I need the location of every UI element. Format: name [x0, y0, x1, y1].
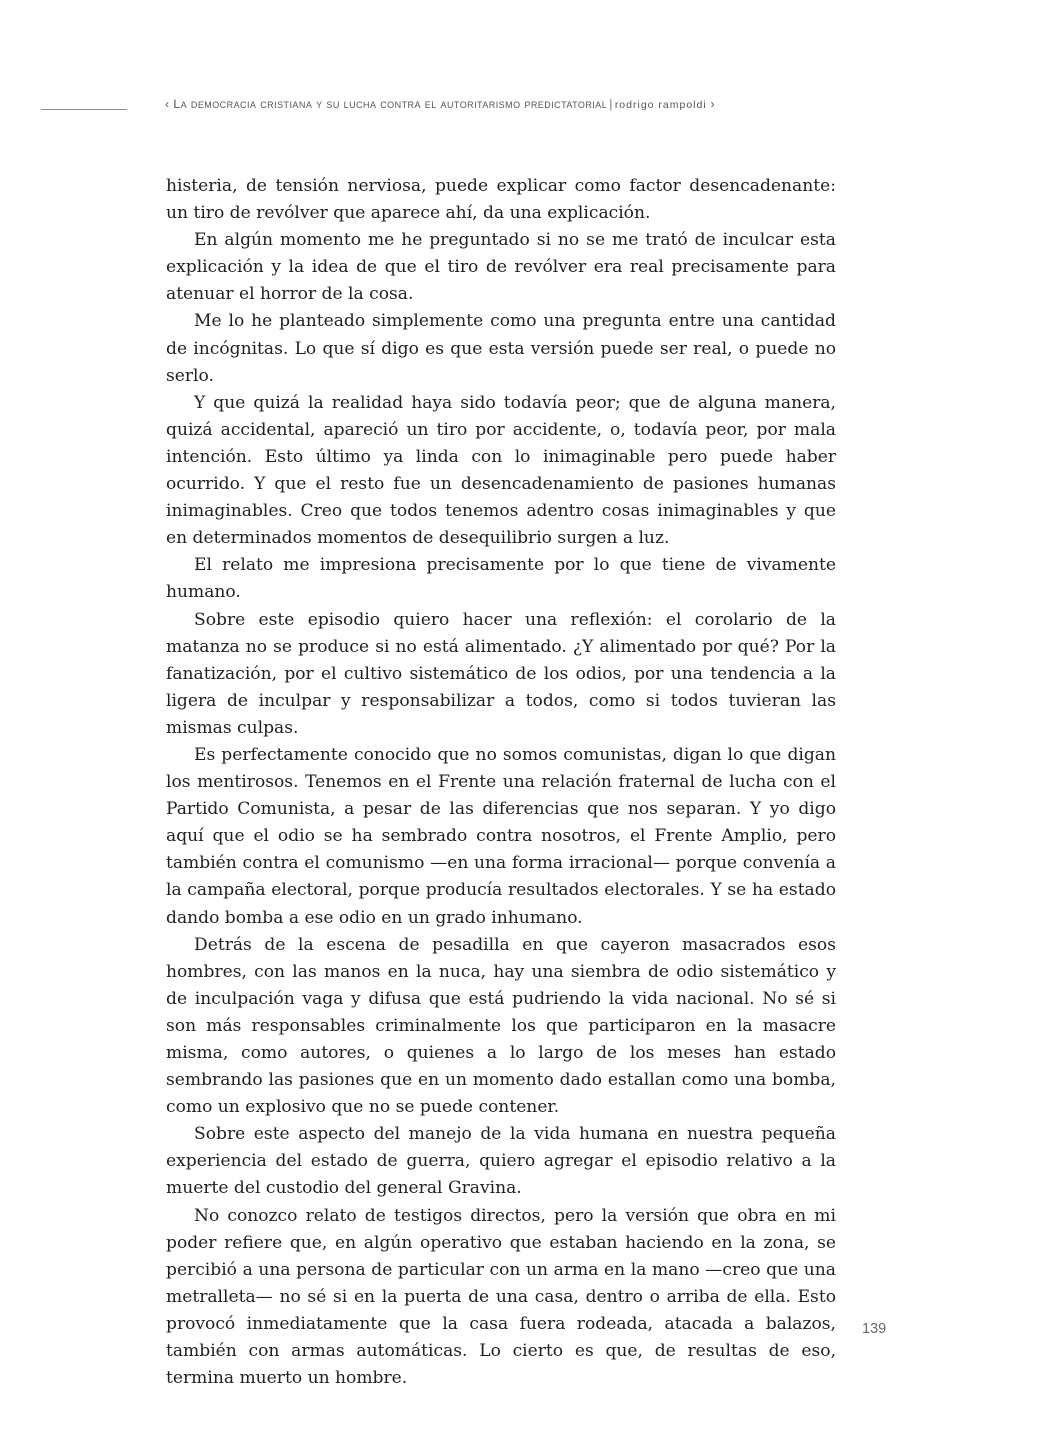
paragraph: Detrás de la escena de pesadilla en que cayeron masacrados esos hombres, con las manos en la nuca, hay una siembra de odio sistemático y de inculpación vaga y difusa que está pudriendo la vida nacional. No sé si son más responsables criminalmente los que participaron en la masacre misma, como autores, o quienes a lo largo de los meses han estado sembrando las pasiones que en un momento dado estallan como una bomba, como un explosivo que no se puede contener.: [166, 934, 836, 1118]
header-close-mark: ›: [710, 97, 716, 111]
paragraph: En algún momento me he preguntado si no se me trató de inculcar esta explicación y la idea de que el tiro de revólver era real precisamente para atenuar el horror de la cosa.: [166, 230, 836, 305]
paragraph: Es perfectamente conocido que no somos comunistas, digan lo que digan los mentirosos. Tenemos en el Frente una relación fraternal de lucha con el Partido Comunista, a pesar de las diferencias que nos separan. Y yo digo aquí que el odio se ha sembrado contra nosotros, el Frente Amplio, pero también contra el comunismo —en una forma irracional— porque convenía a la campaña electoral, porque producía resultados electorales. Y se ha estado dando bomba a ese odio en un grado inhumano.: [166, 744, 836, 928]
paragraph: El relato me impresiona precisamente por lo que tiene de vivamente humano.: [166, 555, 836, 603]
paragraph: Me lo he planteado simplemente como una pregunta entre una cantidad de incógnitas. Lo que sí digo es que esta versión puede ser real, o puede no serlo.: [166, 311, 836, 386]
paragraph: histeria, de tensión nerviosa, puede explicar como factor desencadenante: un tiro de revólver que aparece ahí, da una explicación.: [166, 176, 836, 224]
header-author: rodrigo rampoldi: [614, 99, 707, 111]
body-text: [166, 173, 836, 1392]
paragraph: No conozco relato de testigos directos, pero la versión que obra en mi poder refiere que, en algún operativo que estaban haciendo en la zona, se percibió a una persona de particular con un arma en la mano —creo que una metralleta— no sé si en la puerta de una casa, dentro o arriba de ella. Esto provocó inmediatamente que la casa fuera rodeada, atacada a balazos, también con armas automáticas. Lo cierto es que, de resultas de eso, termina muerto un hombre.: [166, 1205, 836, 1389]
paragraph: Y que quizá la realidad haya sido todavía peor; que de alguna manera, quizá accidental, apareció un tiro por accidente, o, todavía peor, por mala intención. Esto último ya linda con lo inimaginable pero puede haber ocurrido. Y que el resto fue un desencadenamiento de pasiones humanas inimaginables. Creo que todos tenemos adentro cosas inimaginables y que en determinados momentos de desequilibrio surgen a luz.: [166, 392, 836, 549]
header-title: La democracia cristiana y su lucha contra el autoritarismo predictatorial: [173, 97, 608, 111]
page-number: 139: [862, 1321, 887, 1337]
header-rule: [41, 109, 127, 110]
paragraph: Sobre este episodio quiero hacer una reflexión: el corolario de la matanza no se produce si no está alimentado. ¿Y alimentado por qué? Por la fanatización, por el cultivo sistemático de los odios, por una tendencia a la ligera de inculpar y responsabilizar a todos, como si todos tuvieran las mismas culpas.: [166, 609, 836, 738]
paragraph: Sobre este aspecto del manejo de la vida humana en nuestra pequeña experiencia del estado de guerra, quiero agregar el episodio relativo a la muerte del custodio del general Gravina.: [166, 1124, 836, 1199]
header-separator: |: [609, 97, 613, 111]
running-header: [165, 97, 845, 111]
header-open-mark: ‹: [165, 97, 170, 111]
